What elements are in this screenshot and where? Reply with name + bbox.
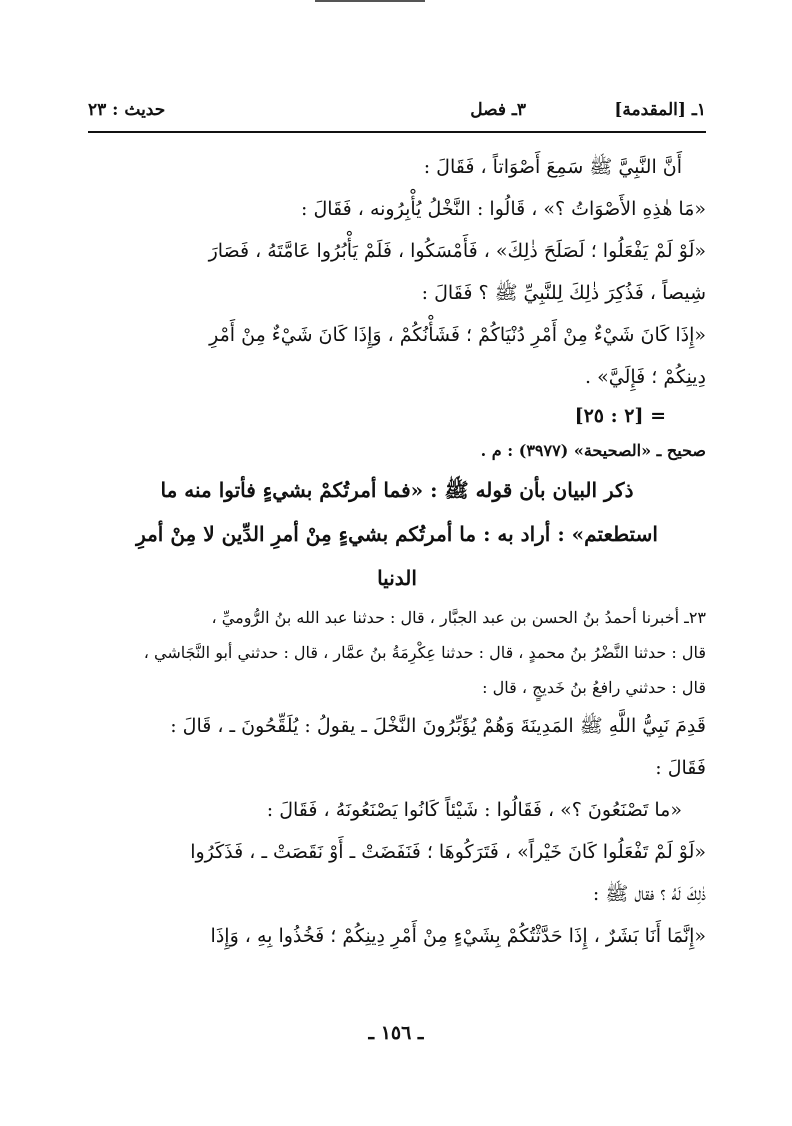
heading-line: الدنيا [377,566,417,590]
header-rule [88,131,706,133]
text-line: «ما تَصْنَعُونَ ؟» ، فَقَالُوا : شَيْئاً كَانُوا يَصْنَعُونَهُ ، فَقَالَ : [266,799,682,821]
header-section-title: ١ـ [المقدمة] [614,100,706,120]
hadith-grade: صحيح ـ «الصحيحة» (٣٩٧٧) : م . [480,441,706,460]
heading-line: ذكر البيان بأن قوله ﷺ : «فما أمرتُكمْ بشيءٍ فأتوا منه ما [160,478,634,502]
text-line: شِيصاً ، فَذُكِرَ ذٰلِكَ لِلنَّبِيِّ ﷺ ؟ فَقَالَ : [421,282,706,304]
text-line: فَقَالَ : [655,757,706,779]
page-number: ـ ١٥٦ ـ [368,1022,424,1044]
hadith-text [88,705,706,957]
cross-reference: = [٢ : ٢٥] [574,405,666,427]
header-hadith-number: حديث : ٢٣ [88,100,166,120]
isnad-line: ٢٣ـ أخبرنا أحمدُ بنُ الحسن بن عبد الجبَّار ، قال : حدثنا عبد الله بنُ الرُّوميِّ ، [211,608,706,627]
heading-line: استطعتم» : أراد به : ما أمرتُكم بشيءٍ مِنْ أمرِ الدِّين لا مِنْ أمرِ [136,522,658,546]
text-line: «مَا هٰذِهِ الأَصْوَاتُ ؟» ، قَالُوا : النَّخْلُ يُأْبِرُونه ، فَقَالَ : [301,198,706,220]
text-line: قَدِمَ نَبِيُّ اللَّهِ ﷺ المَدِينَةَ وَهُمْ يُؤَبِّرُونَ النَّخْلَ ـ يقولُ : يُلَقِّحُونَ ـ ، قَالَ : [170,715,706,737]
hadith-text-continued [88,146,706,398]
text-line: «لَوْ لَمْ يَفْعَلُوا ؛ لَصَلَحَ ذٰلِكَ» ، فَأَمْسَكُوا ، فَلَمْ يَأْبُرُوا عَامَّتَهُ ، فَصَارَ [208,240,706,262]
text-line: دِينِكُمْ ؛ فَإِلَيَّ» . [585,366,706,388]
text-line: «إِذَا كَانَ شَيْءٌ مِنْ أَمْرِ دُنْيَاكُمْ ؛ فَشَأْنُكُمْ ، وَإِذَا كَانَ شَيْءٌ مِنْ أَمْرِ [209,324,706,346]
top-rule [315,0,425,2]
text-line: ذٰلِكَ لَهُ ؟ فقال ﷺ : [592,883,706,905]
text-line: «إِنَّمَا أَنَا بَشَرٌ ، إِذَا حَدَّثْتُكُمْ بِشَيْءٍ مِنْ أَمْرِ دِينِكُمْ ؛ فَخُذُوا بِهِ ، وَإِذَا [210,925,706,947]
running-header [88,100,706,130]
isnad-line: قال : حدثنا النَّضْرُ بنُ محمدٍ ، قال : حدثنا عِكْرِمَةُ بنُ عمَّار ، قال : حدثني أبو النَّجَاشي ، [143,643,706,662]
chapter-heading [88,468,706,600]
header-chapter-title: ٣ـ فصل [470,100,526,120]
text-line: أَنَّ النَّبِيَّ ﷺ سَمِعَ أَصْوَاتاً ، فَقَالَ : [423,156,682,178]
isnad-line: قال : حدثني رافعُ بنُ خَديجٍ ، قال : [482,678,706,697]
isnad-chain [88,600,706,705]
page-content [88,146,706,957]
text-line: «لَوْ لَمْ تَفْعَلُوا كَانَ خَيْراً» ، فَتَرَكُوهَا ؛ فَنَفَضَتْ ـ أَوْ نَقَصَتْ ـ ، فَذَكَرُوا [190,841,706,863]
